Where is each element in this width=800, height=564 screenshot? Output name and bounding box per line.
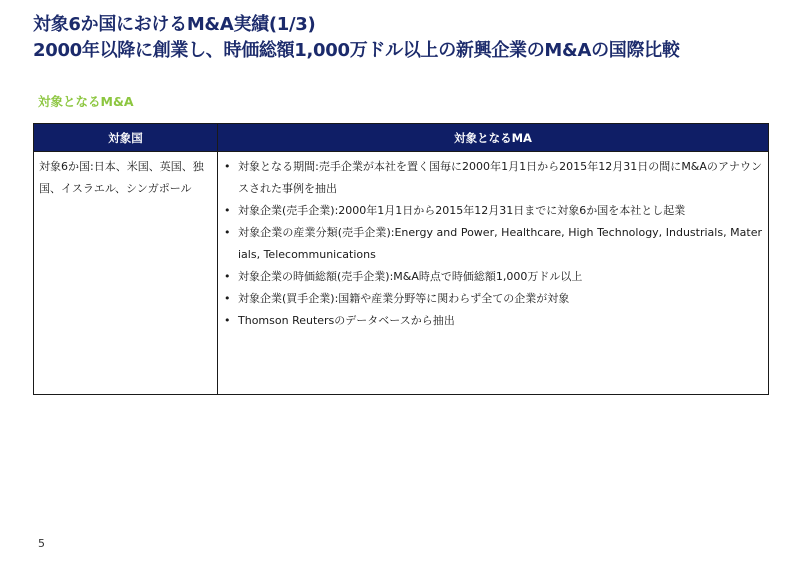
bullet-icon: • [224, 160, 231, 173]
list-item: • Thomson Reutersのデータベースから抽出 [224, 310, 762, 332]
table-header-row [34, 124, 769, 152]
page-title [33, 12, 783, 64]
title-line-2: 2000年以降に創業し、時価総額1,000万ドル以上の新興企業のM&Aの国際比較 [33, 40, 680, 61]
bullet-icon: • [224, 226, 231, 239]
bullet-icon: • [224, 204, 231, 217]
list-item: • 対象となる期間:売手企業が本社を置く国毎に2000年1月1日から2015年12月31日の間にM&Aのアナウンスされた事例を抽出 [224, 156, 762, 200]
criteria-cell [218, 152, 769, 395]
criteria-table [33, 123, 769, 395]
table-row [34, 152, 769, 395]
header-target-ma: 対象となるMA [218, 124, 769, 152]
list-item: • 対象企業の産業分類(売手企業):Energy and Power, Healthcare, High Technology, Industrials, Materials, Telecommunications [224, 222, 762, 266]
list-item: • 対象企業(売手企業):2000年1月1日から2015年12月31日までに対象6か国を本社とし起業 [224, 200, 762, 222]
page-number: 5 [38, 537, 45, 550]
list-item: • 対象企業(買手企業):国籍や産業分野等に関わらず全ての企業が対象 [224, 288, 762, 310]
criteria-list [224, 156, 762, 332]
bullet-icon: • [224, 270, 231, 283]
countries-cell: 対象6か国:日本、米国、英国、独国、イスラエル、シンガポール [34, 152, 218, 395]
header-target-country: 対象国 [34, 124, 218, 152]
bullet-icon: • [224, 292, 231, 305]
title-line-1: 対象6か国におけるM&A実績(1/3) [33, 14, 316, 35]
bullet-icon: • [224, 314, 231, 327]
list-item: • 対象企業の時価総額(売手企業):M&A時点で時価総額1,000万ドル以上 [224, 266, 762, 288]
section-heading: 対象となるM&A [38, 94, 134, 109]
